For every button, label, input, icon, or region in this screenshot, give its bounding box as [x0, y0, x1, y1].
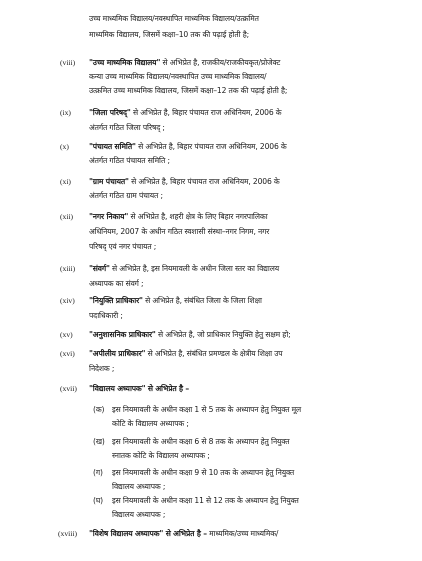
item-number: (xiv) — [60, 296, 75, 305]
definition-text: से अभिप्रेत है, शहरी क्षेत्र के लिए बिहार नगरपालिका — [128, 212, 268, 221]
list-item-xii — [89, 212, 268, 222]
defined-term: "जिला परिषद्" — [89, 108, 131, 117]
subitem-text: विद्यालय अध्यापक ; — [112, 482, 166, 491]
list-item-viii — [89, 58, 280, 68]
list-item-xviii — [89, 529, 278, 539]
list-item-xiv — [89, 296, 262, 306]
definition-text: से अभिप्रेत है, बिहार पंचायत राज अधिनियम, 2006 के — [128, 177, 280, 186]
subitem-label: (ग) — [93, 468, 103, 477]
intro-line-2: माध्यमिक विद्यालय, जिसमें कक्षा–10 तक की पढ़ाई होती है; — [89, 30, 250, 39]
item-number: (xii) — [60, 212, 74, 221]
subitem-text: कोटि के विद्यालय अध्यापक ; — [112, 419, 189, 428]
item-number: (xiii) — [60, 264, 76, 273]
list-item-xv — [89, 330, 291, 340]
item-number: (xviii) — [58, 529, 77, 538]
item-number: (viii) — [60, 58, 76, 67]
subitem-text: विद्यालय अध्यापक ; — [112, 510, 166, 519]
subitem-text: इस नियमावली के अधीन कक्षा 1 से 5 तक के अध्यापन हेतु नियुक्त मूल — [112, 405, 302, 414]
list-item-xi — [89, 177, 280, 187]
defined-term: "ग्राम पंचायत" — [89, 177, 129, 186]
list-item-xvi — [89, 349, 282, 359]
list-item-xiii — [89, 264, 279, 274]
list-item-xvii — [89, 384, 189, 394]
definition-continuation: अंतर्गत गठित जिला परिषद् ; — [89, 123, 165, 132]
subitem-text: स्नातक कोटि के विद्यालय अध्यापक ; — [112, 451, 210, 460]
definition-text: से अभिप्रेत है, बिहार पंचायत राज अधिनियम, 2006 के — [130, 108, 282, 117]
list-item-x — [89, 142, 287, 152]
defined-term: "उच्च माध्यमिक विद्यालय" — [89, 58, 161, 67]
definition-continuation: अंतर्गत गठित पंचायत समिति ; — [89, 156, 170, 165]
definition-text: से अभिप्रेत है, राजकीय/राजकीयकृत/प्रोजेक्ट — [160, 58, 281, 67]
item-number: (xi) — [60, 177, 71, 186]
item-number: (x) — [60, 142, 69, 151]
definition-continuation: अधिनियम, 2007 के अधीन गठित स्वशासी संस्था–नगर निगम, नगर — [89, 227, 270, 236]
item-number: (xvi) — [60, 349, 75, 358]
item-number: (xv) — [60, 330, 73, 339]
item-number: (ix) — [60, 108, 71, 117]
subitem-label: (क) — [93, 405, 105, 414]
list-item-ix — [89, 108, 281, 118]
defined-term: "पंचायत समिति" — [89, 142, 136, 151]
intro-line-1: उच्च माध्यमिक विद्यालय/नवस्थापित माध्यमिक विद्यालय/उत्क्रमित — [89, 14, 259, 23]
definition-text: माध्यमिक/उच्च माध्यमिक/ — [206, 529, 279, 538]
defined-term: "नियुक्ति प्राधिकार" — [89, 296, 143, 305]
definition-text: से अभिप्रेत है, जो प्राधिकार नियुक्ति हेतु सक्षम हो; — [155, 330, 291, 339]
defined-term: "विशेष विद्यालय अध्यापक" से अभिप्रेत है – — [89, 529, 207, 538]
definition-continuation: परिषद् एवं नगर पंचायत ; — [89, 242, 157, 251]
definition-continuation: कन्या उच्च माध्यमिक विद्यालय/नवस्थापित उच्च माध्यमिक विद्यालय/ — [89, 72, 267, 81]
defined-term: "विद्यालय अध्यापक" से अभिप्रेत है – — [89, 384, 190, 393]
defined-term: "अपीलीय प्राधिकार" — [89, 349, 146, 358]
item-number: (xvii) — [60, 384, 77, 393]
definition-text: से अभिप्रेत है, संबंधित जिला के जिला शिक्षा — [142, 296, 262, 305]
defined-term: "संवर्ग" — [89, 264, 110, 273]
definition-text: से अभिप्रेत है, इस नियमावली के अधीन जिला स्तर का विद्यालय — [109, 264, 280, 273]
definition-text: से अभिप्रेत है, बिहार पंचायत राज अधिनियम, 2006 के — [135, 142, 287, 151]
definition-continuation: उत्क्रमित उच्च माध्यमिक विद्यालय, जिसमें कक्षा–12 तक की पढ़ाई होती है; — [89, 86, 288, 95]
subitem-label: (ख) — [93, 437, 105, 446]
subitem-text: इस नियमावली के अधीन कक्षा 6 से 8 तक के अध्यापन हेतु नियुक्त — [112, 437, 290, 446]
subitem-text: इस नियमावली के अधीन कक्षा 11 से 12 तक के अध्यापन हेतु नियुक्त — [112, 496, 299, 505]
definition-continuation: अध्यापक का संवर्ग ; — [89, 279, 144, 288]
subitem-text: इस नियमावली के अधीन कक्षा 9 से 10 तक के अध्यापन हेतु नियुक्त — [112, 468, 295, 477]
defined-term: "अनुशासनिक प्राधिकार" — [89, 330, 156, 339]
subitem-label: (घ) — [93, 496, 103, 505]
definition-continuation: पदाधिकारी ; — [89, 311, 123, 320]
definition-text: से अभिप्रेत है, संबंधित प्रमण्डल के क्षेत्रीय शिक्षा उप — [145, 349, 283, 358]
defined-term: "नगर निकाय" — [89, 212, 129, 221]
definition-continuation: अंतर्गत गठित ग्राम पंचायत ; — [89, 191, 163, 200]
definition-continuation: निदेशक ; — [89, 364, 115, 373]
